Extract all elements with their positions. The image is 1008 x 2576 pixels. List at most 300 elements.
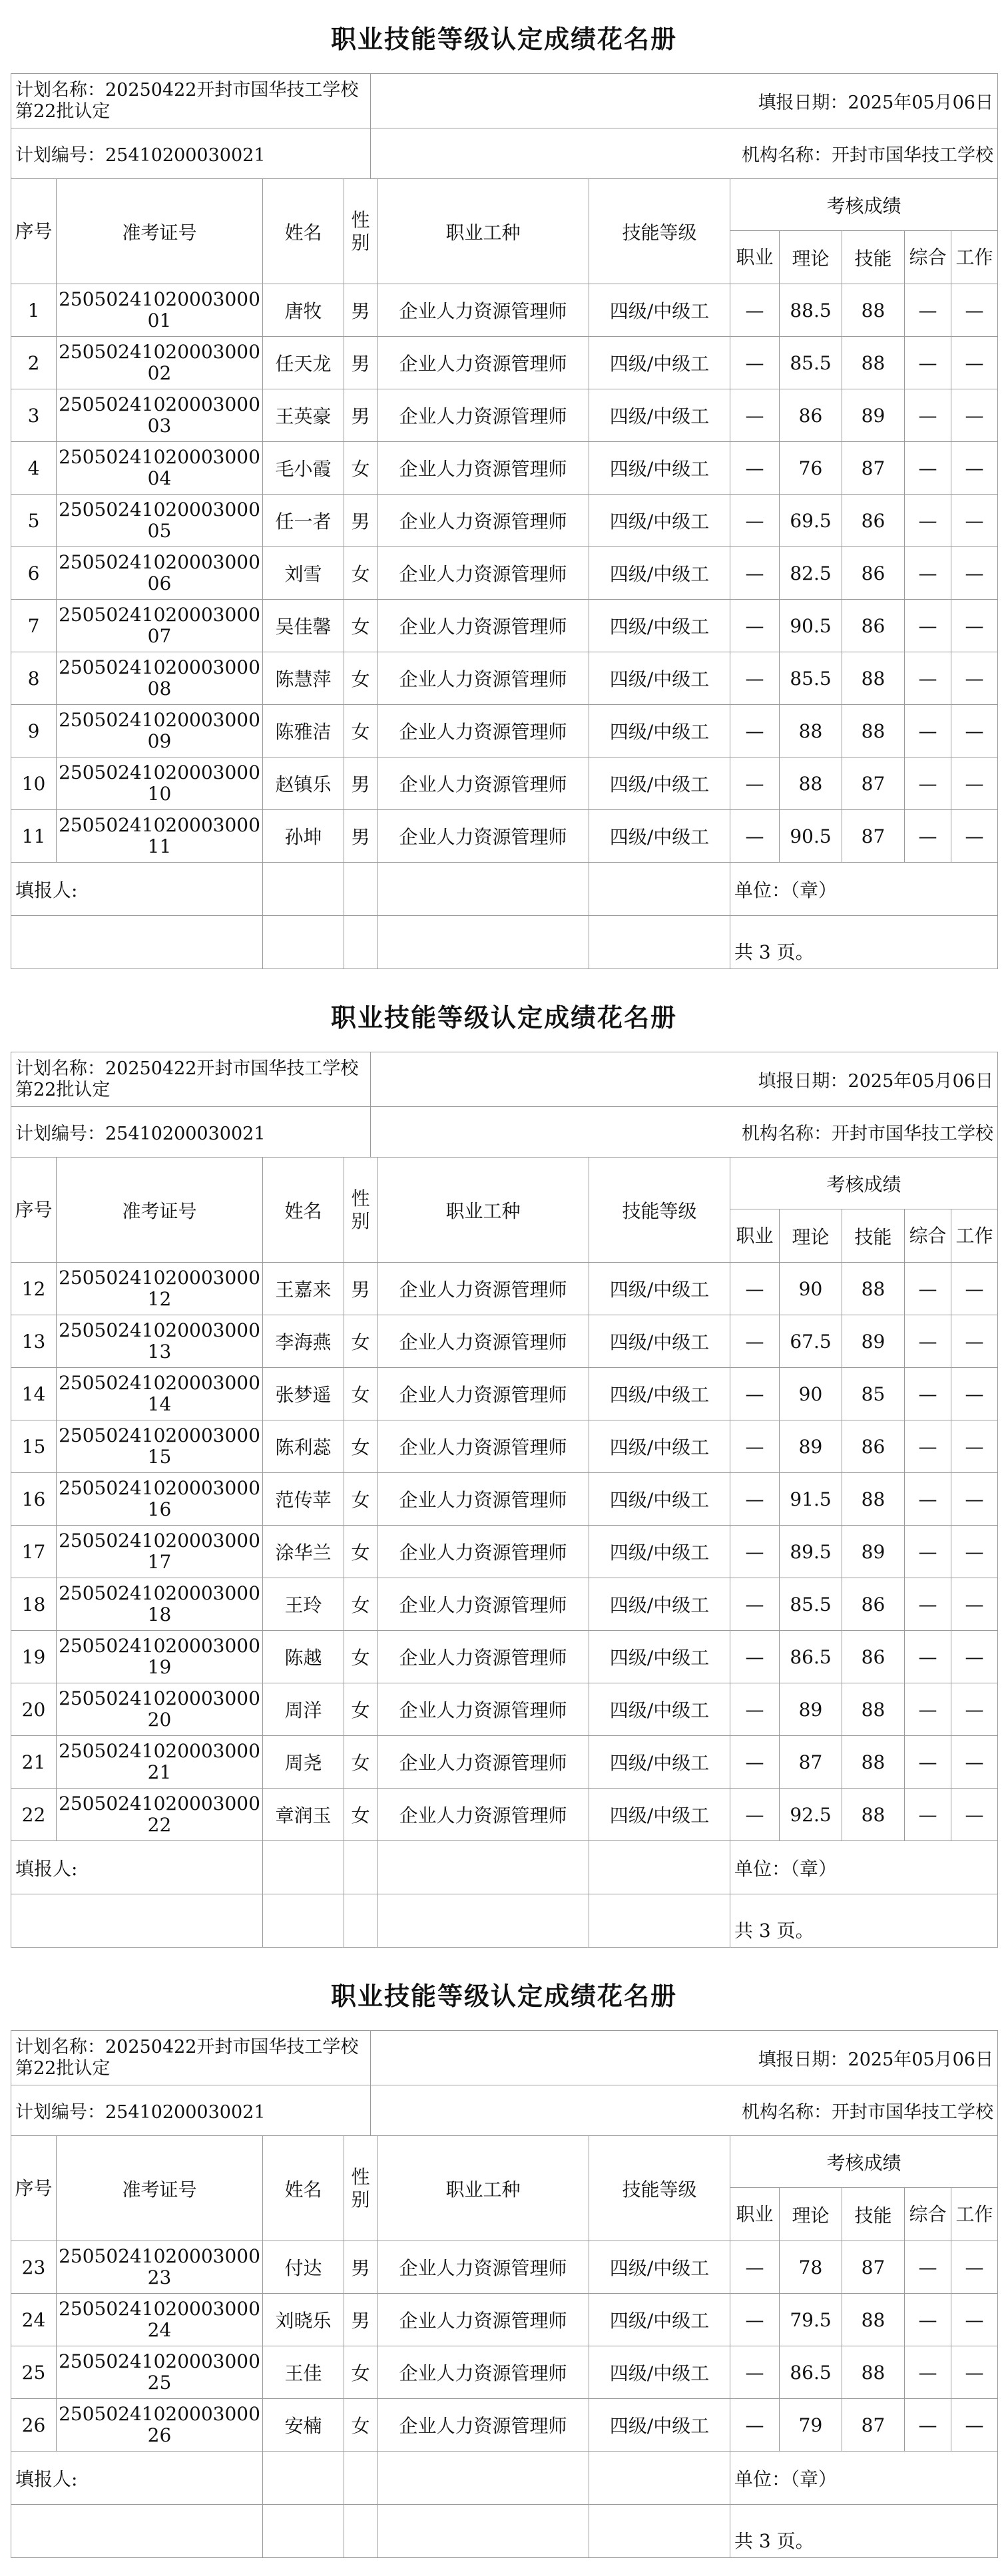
- cell-theory: 91.5: [780, 1473, 842, 1526]
- cell-professional: —: [730, 2241, 780, 2294]
- cell-gender: 男: [344, 337, 378, 389]
- cell-gender: 男: [344, 2241, 378, 2294]
- cell-work: —: [951, 1789, 998, 1841]
- cell-exam-id: 2505024102000300025: [57, 2346, 263, 2399]
- cell-skill: 88: [842, 705, 905, 757]
- cell-exam-id: 2505024102000300026: [57, 2399, 263, 2452]
- cell-professional: —: [730, 442, 780, 495]
- cell-work: —: [951, 547, 998, 600]
- cell-level: 四级/中级工: [589, 1526, 730, 1578]
- cell-occupation: 企业人力资源管理师: [378, 284, 589, 337]
- cell-occupation: 企业人力资源管理师: [378, 1263, 589, 1315]
- report-date: 填报日期：2025年05月06日: [371, 1052, 998, 1107]
- cell-seq: 1: [11, 284, 57, 337]
- cell-gender: 男: [344, 389, 378, 442]
- cell-gender: 女: [344, 1578, 378, 1631]
- table-row: [11, 1683, 998, 1736]
- cell-seq: 13: [11, 1315, 57, 1368]
- cell-level: 四级/中级工: [589, 1473, 730, 1526]
- cell-occupation: 企业人力资源管理师: [378, 547, 589, 600]
- reporter-label: 填报人:: [11, 2452, 263, 2505]
- cell-seq: 8: [11, 652, 57, 705]
- cell-work: —: [951, 495, 998, 547]
- page-title: 职业技能等级认定成绩花名册: [330, 23, 677, 54]
- cell-seq: 9: [11, 705, 57, 757]
- cell-exam-id: 2505024102000300011: [57, 810, 263, 863]
- institution-name: 机构名称：开封市国华技工学校: [371, 2085, 998, 2136]
- cell-occupation: 企业人力资源管理师: [378, 2294, 589, 2346]
- cell-theory: 76: [780, 442, 842, 495]
- cell-seq: 23: [11, 2241, 57, 2294]
- cell-work: —: [951, 389, 998, 442]
- header-exam-id: 准考证号: [57, 179, 263, 284]
- cell-comprehensive: —: [905, 2241, 951, 2294]
- cell-theory: 87: [780, 1736, 842, 1789]
- cell-exam-id: 2505024102000300001: [57, 284, 263, 337]
- cell-theory: 90.5: [780, 810, 842, 863]
- cell-name: 张梦遥: [263, 1368, 344, 1420]
- header-skill: 技能: [842, 2188, 905, 2241]
- cell-level: 四级/中级工: [589, 1683, 730, 1736]
- score-table: [11, 178, 998, 969]
- cell-name: 付达: [263, 2241, 344, 2294]
- cell-work: —: [951, 1578, 998, 1631]
- cell-exam-id: 2505024102000300013: [57, 1315, 263, 1368]
- cell-comprehensive: —: [905, 2294, 951, 2346]
- cell-level: 四级/中级工: [589, 810, 730, 863]
- footer-row: [11, 1894, 998, 1948]
- cell-seq: 16: [11, 1473, 57, 1526]
- cell-skill: 87: [842, 757, 905, 810]
- header-name: 姓名: [263, 179, 344, 284]
- institution-name: 机构名称：开封市国华技工学校: [371, 1107, 998, 1158]
- cell-skill: 89: [842, 389, 905, 442]
- cell-occupation: 企业人力资源管理师: [378, 495, 589, 547]
- cell-gender: 女: [344, 1789, 378, 1841]
- header-seq: 序号: [11, 1158, 57, 1263]
- cell-level: 四级/中级工: [589, 652, 730, 705]
- cell-gender: 女: [344, 1473, 378, 1526]
- cell-level: 四级/中级工: [589, 705, 730, 757]
- cell-work: —: [951, 1315, 998, 1368]
- cell-exam-id: 2505024102000300017: [57, 1526, 263, 1578]
- cell-level: 四级/中级工: [589, 600, 730, 652]
- table-row: [11, 1578, 998, 1631]
- cell-theory: 79: [780, 2399, 842, 2452]
- table-row: [11, 2399, 998, 2452]
- cell-occupation: 企业人力资源管理师: [378, 810, 589, 863]
- cell-professional: —: [730, 1263, 780, 1315]
- table-row: [11, 2241, 998, 2294]
- cell-professional: —: [730, 1526, 780, 1578]
- cell-level: 四级/中级工: [589, 284, 730, 337]
- cell-theory: 86: [780, 389, 842, 442]
- cell-comprehensive: —: [905, 1420, 951, 1473]
- cell-level: 四级/中级工: [589, 1315, 730, 1368]
- roster-page: [11, 0, 997, 969]
- score-table: [11, 2135, 998, 2558]
- cell-skill: 87: [842, 2399, 905, 2452]
- cell-professional: —: [730, 1473, 780, 1526]
- header-level: 技能等级: [589, 2136, 730, 2241]
- cell-name: 章润玉: [263, 1789, 344, 1841]
- cell-seq: 12: [11, 1263, 57, 1315]
- cell-gender: 男: [344, 2294, 378, 2346]
- cell-work: —: [951, 2399, 998, 2452]
- cell-comprehensive: —: [905, 547, 951, 600]
- header-comprehensive: 综合: [905, 2188, 951, 2241]
- cell-skill: 87: [842, 2241, 905, 2294]
- cell-occupation: 企业人力资源管理师: [378, 600, 589, 652]
- cell-exam-id: 2505024102000300022: [57, 1789, 263, 1841]
- table-row: [11, 284, 998, 337]
- cell-level: 四级/中级工: [589, 389, 730, 442]
- cell-name: 安楠: [263, 2399, 344, 2452]
- cell-name: 李海燕: [263, 1315, 344, 1368]
- cell-comprehensive: —: [905, 284, 951, 337]
- unit-seal-label: 单位：（章）: [730, 863, 998, 916]
- cell-level: 四级/中级工: [589, 1631, 730, 1683]
- cell-gender: 女: [344, 600, 378, 652]
- cell-skill: 87: [842, 442, 905, 495]
- plan-name: 计划名称：20250422开封市国华技工学校第22批认定: [11, 74, 371, 128]
- cell-professional: —: [730, 810, 780, 863]
- cell-theory: 85.5: [780, 652, 842, 705]
- cell-name: 唐牧: [263, 284, 344, 337]
- header-level: 技能等级: [589, 1158, 730, 1263]
- score-table: [11, 1157, 998, 1948]
- cell-skill: 88: [842, 2346, 905, 2399]
- cell-skill: 85: [842, 1368, 905, 1420]
- header-work: 工作: [951, 2188, 998, 2241]
- cell-name: 周尧: [263, 1736, 344, 1789]
- cell-name: 刘雪: [263, 547, 344, 600]
- cell-theory: 88: [780, 705, 842, 757]
- header-gender: 性别: [344, 1158, 378, 1263]
- cell-name: 陈雅洁: [263, 705, 344, 757]
- table-row: [11, 1736, 998, 1789]
- report-date: 填报日期：2025年05月06日: [371, 2031, 998, 2085]
- cell-exam-id: 2505024102000300009: [57, 705, 263, 757]
- cell-gender: 女: [344, 442, 378, 495]
- cell-name: 涂华兰: [263, 1526, 344, 1578]
- cell-skill: 88: [842, 1473, 905, 1526]
- cell-work: —: [951, 1526, 998, 1578]
- cell-gender: 男: [344, 810, 378, 863]
- cell-work: —: [951, 1631, 998, 1683]
- cell-work: —: [951, 442, 998, 495]
- cell-seq: 26: [11, 2399, 57, 2452]
- cell-exam-id: 2505024102000300023: [57, 2241, 263, 2294]
- header-professional: 职业: [730, 1209, 780, 1263]
- cell-name: 陈利蕊: [263, 1420, 344, 1473]
- cell-gender: 女: [344, 2346, 378, 2399]
- table-row: [11, 1789, 998, 1841]
- cell-exam-id: 2505024102000300003: [57, 389, 263, 442]
- cell-work: —: [951, 1473, 998, 1526]
- cell-gender: 女: [344, 1315, 378, 1368]
- cell-skill: 88: [842, 2294, 905, 2346]
- cell-occupation: 企业人力资源管理师: [378, 705, 589, 757]
- cell-level: 四级/中级工: [589, 1578, 730, 1631]
- cell-seq: 11: [11, 810, 57, 863]
- cell-seq: 3: [11, 389, 57, 442]
- cell-comprehensive: —: [905, 1578, 951, 1631]
- cell-professional: —: [730, 2346, 780, 2399]
- cell-gender: 男: [344, 284, 378, 337]
- cell-comprehensive: —: [905, 1473, 951, 1526]
- cell-seq: 6: [11, 547, 57, 600]
- cell-occupation: 企业人力资源管理师: [378, 1315, 589, 1368]
- cell-exam-id: 2505024102000300008: [57, 652, 263, 705]
- cell-professional: —: [730, 705, 780, 757]
- header-scores: 考核成绩: [730, 1158, 998, 1209]
- cell-professional: —: [730, 547, 780, 600]
- cell-level: 四级/中级工: [589, 2399, 730, 2452]
- cell-seq: 24: [11, 2294, 57, 2346]
- cell-work: —: [951, 1736, 998, 1789]
- cell-occupation: 企业人力资源管理师: [378, 389, 589, 442]
- cell-seq: 17: [11, 1526, 57, 1578]
- roster-page: [11, 978, 997, 1948]
- cell-work: —: [951, 2241, 998, 2294]
- cell-professional: —: [730, 1683, 780, 1736]
- cell-occupation: 企业人力资源管理师: [378, 2241, 589, 2294]
- cell-skill: 86: [842, 1631, 905, 1683]
- cell-comprehensive: —: [905, 705, 951, 757]
- cell-gender: 男: [344, 757, 378, 810]
- footer-row: [11, 863, 998, 916]
- cell-exam-id: 2505024102000300024: [57, 2294, 263, 2346]
- cell-professional: —: [730, 1736, 780, 1789]
- cell-skill: 88: [842, 1789, 905, 1841]
- cell-skill: 88: [842, 284, 905, 337]
- cell-seq: 22: [11, 1789, 57, 1841]
- cell-skill: 87: [842, 810, 905, 863]
- cell-work: —: [951, 705, 998, 757]
- cell-theory: 82.5: [780, 547, 842, 600]
- cell-level: 四级/中级工: [589, 2294, 730, 2346]
- cell-professional: —: [730, 284, 780, 337]
- footer-row: [11, 916, 998, 969]
- cell-exam-id: 2505024102000300020: [57, 1683, 263, 1736]
- cell-gender: 女: [344, 1420, 378, 1473]
- cell-theory: 85.5: [780, 1578, 842, 1631]
- cell-occupation: 企业人力资源管理师: [378, 1789, 589, 1841]
- cell-comprehensive: —: [905, 1263, 951, 1315]
- cell-work: —: [951, 600, 998, 652]
- table-row: [11, 1420, 998, 1473]
- header-name: 姓名: [263, 1158, 344, 1263]
- cell-professional: —: [730, 337, 780, 389]
- header-scores: 考核成绩: [730, 179, 998, 231]
- cell-professional: —: [730, 2294, 780, 2346]
- institution-name: 机构名称：开封市国华技工学校: [371, 128, 998, 179]
- cell-skill: 89: [842, 1315, 905, 1368]
- cell-occupation: 企业人力资源管理师: [378, 2346, 589, 2399]
- cell-work: —: [951, 1683, 998, 1736]
- cell-seq: 20: [11, 1683, 57, 1736]
- cell-occupation: 企业人力资源管理师: [378, 337, 589, 389]
- cell-name: 任一者: [263, 495, 344, 547]
- header-professional: 职业: [730, 231, 780, 284]
- cell-name: 陈越: [263, 1631, 344, 1683]
- cell-level: 四级/中级工: [589, 757, 730, 810]
- cell-skill: 86: [842, 600, 905, 652]
- cell-occupation: 企业人力资源管理师: [378, 1683, 589, 1736]
- header-seq: 序号: [11, 179, 57, 284]
- cell-work: —: [951, 757, 998, 810]
- cell-seq: 2: [11, 337, 57, 389]
- info-header: [11, 73, 998, 179]
- cell-level: 四级/中级工: [589, 495, 730, 547]
- cell-professional: —: [730, 389, 780, 442]
- table-row: [11, 1526, 998, 1578]
- cell-comprehensive: —: [905, 2346, 951, 2399]
- plan-name: 计划名称：20250422开封市国华技工学校第22批认定: [11, 1052, 371, 1107]
- cell-work: —: [951, 337, 998, 389]
- cell-level: 四级/中级工: [589, 1789, 730, 1841]
- cell-skill: 89: [842, 1526, 905, 1578]
- header-seq: 序号: [11, 2136, 57, 2241]
- cell-comprehensive: —: [905, 757, 951, 810]
- cell-occupation: 企业人力资源管理师: [378, 1578, 589, 1631]
- cell-theory: 89: [780, 1420, 842, 1473]
- table-row: [11, 757, 998, 810]
- cell-comprehensive: —: [905, 1315, 951, 1368]
- table-row: [11, 389, 998, 442]
- cell-theory: 69.5: [780, 495, 842, 547]
- table-row: [11, 495, 998, 547]
- cell-theory: 90.5: [780, 600, 842, 652]
- cell-gender: 女: [344, 2399, 378, 2452]
- cell-occupation: 企业人力资源管理师: [378, 757, 589, 810]
- cell-work: —: [951, 2346, 998, 2399]
- cell-exam-id: 2505024102000300015: [57, 1420, 263, 1473]
- cell-theory: 92.5: [780, 1789, 842, 1841]
- cell-skill: 86: [842, 1420, 905, 1473]
- cell-name: 孙坤: [263, 810, 344, 863]
- cell-exam-id: 2505024102000300021: [57, 1736, 263, 1789]
- header-level: 技能等级: [589, 179, 730, 284]
- cell-exam-id: 2505024102000300002: [57, 337, 263, 389]
- cell-work: —: [951, 1420, 998, 1473]
- cell-gender: 女: [344, 1736, 378, 1789]
- unit-seal-label: 单位：（章）: [730, 2452, 998, 2505]
- table-row: [11, 1631, 998, 1683]
- cell-comprehensive: —: [905, 337, 951, 389]
- cell-professional: —: [730, 495, 780, 547]
- cell-gender: 女: [344, 705, 378, 757]
- total-pages: 共 3 页。: [730, 2505, 998, 2558]
- plan-number: 计划编号：25410200030021: [11, 128, 371, 179]
- cell-theory: 88.5: [780, 284, 842, 337]
- header-work: 工作: [951, 231, 998, 284]
- cell-theory: 79.5: [780, 2294, 842, 2346]
- cell-seq: 15: [11, 1420, 57, 1473]
- footer-row: [11, 1841, 998, 1894]
- cell-exam-id: 2505024102000300014: [57, 1368, 263, 1420]
- cell-name: 赵镇乐: [263, 757, 344, 810]
- cell-name: 吴佳馨: [263, 600, 344, 652]
- cell-gender: 男: [344, 1263, 378, 1315]
- cell-name: 刘晓乐: [263, 2294, 344, 2346]
- reporter-label: 填报人:: [11, 1841, 263, 1894]
- unit-seal-label: 单位：（章）: [730, 1841, 998, 1894]
- cell-seq: 21: [11, 1736, 57, 1789]
- footer-row: [11, 2452, 998, 2505]
- cell-skill: 86: [842, 495, 905, 547]
- cell-level: 四级/中级工: [589, 1736, 730, 1789]
- cell-work: —: [951, 652, 998, 705]
- cell-level: 四级/中级工: [589, 337, 730, 389]
- table-row: [11, 1473, 998, 1526]
- cell-seq: 25: [11, 2346, 57, 2399]
- cell-occupation: 企业人力资源管理师: [378, 1526, 589, 1578]
- header-skill: 技能: [842, 1209, 905, 1263]
- cell-occupation: 企业人力资源管理师: [378, 1631, 589, 1683]
- table-row: [11, 2294, 998, 2346]
- cell-exam-id: 2505024102000300004: [57, 442, 263, 495]
- header-occupation: 职业工种: [378, 179, 589, 284]
- cell-comprehensive: —: [905, 442, 951, 495]
- cell-theory: 88: [780, 757, 842, 810]
- cell-occupation: 企业人力资源管理师: [378, 1420, 589, 1473]
- cell-comprehensive: —: [905, 1526, 951, 1578]
- cell-gender: 女: [344, 1631, 378, 1683]
- cell-professional: —: [730, 652, 780, 705]
- table-row: [11, 337, 998, 389]
- header-theory: 理论: [780, 2188, 842, 2241]
- cell-level: 四级/中级工: [589, 2346, 730, 2399]
- cell-level: 四级/中级工: [589, 1420, 730, 1473]
- cell-theory: 86.5: [780, 2346, 842, 2399]
- cell-gender: 男: [344, 495, 378, 547]
- cell-exam-id: 2505024102000300012: [57, 1263, 263, 1315]
- cell-professional: —: [730, 1315, 780, 1368]
- cell-level: 四级/中级工: [589, 1263, 730, 1315]
- cell-name: 周洋: [263, 1683, 344, 1736]
- cell-professional: —: [730, 1789, 780, 1841]
- header-professional: 职业: [730, 2188, 780, 2241]
- table-row: [11, 1315, 998, 1368]
- cell-theory: 78: [780, 2241, 842, 2294]
- cell-comprehensive: —: [905, 1631, 951, 1683]
- cell-exam-id: 2505024102000300005: [57, 495, 263, 547]
- cell-exam-id: 2505024102000300007: [57, 600, 263, 652]
- cell-professional: —: [730, 1420, 780, 1473]
- cell-seq: 5: [11, 495, 57, 547]
- table-row: [11, 2346, 998, 2399]
- plan-number: 计划编号：25410200030021: [11, 1107, 371, 1158]
- table-row: [11, 442, 998, 495]
- page-title: 职业技能等级认定成绩花名册: [330, 1980, 677, 2011]
- footer-row: [11, 2505, 998, 2558]
- plan-name: 计划名称：20250422开封市国华技工学校第22批认定: [11, 2031, 371, 2085]
- cell-exam-id: 2505024102000300019: [57, 1631, 263, 1683]
- cell-skill: 88: [842, 1736, 905, 1789]
- header-occupation: 职业工种: [378, 1158, 589, 1263]
- cell-occupation: 企业人力资源管理师: [378, 2399, 589, 2452]
- cell-professional: —: [730, 600, 780, 652]
- cell-gender: 女: [344, 1526, 378, 1578]
- cell-level: 四级/中级工: [589, 2241, 730, 2294]
- cell-seq: 10: [11, 757, 57, 810]
- header-exam-id: 准考证号: [57, 2136, 263, 2241]
- cell-comprehensive: —: [905, 1368, 951, 1420]
- reporter-label: 填报人:: [11, 863, 263, 916]
- cell-comprehensive: —: [905, 1789, 951, 1841]
